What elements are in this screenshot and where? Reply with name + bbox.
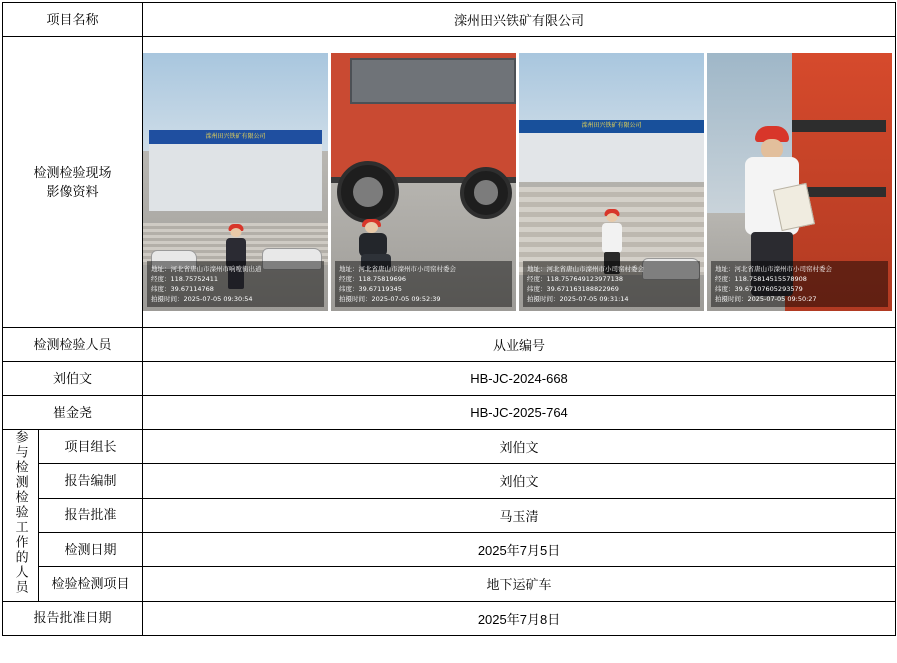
cert-header: 从业编号 bbox=[143, 328, 896, 362]
staff-value-4: 2025年7月5日 bbox=[143, 532, 896, 566]
stamp-latitude: 纬度：39.671163188822969 bbox=[527, 284, 619, 293]
inspector-cert-1: HB-JC-2024-668 bbox=[143, 362, 896, 396]
stamp-time: 拍摄时间：2025-07-05 09:50:27 bbox=[715, 294, 817, 303]
stamp-address: 地址：河北省唐山市滦州市小司窑村委会 bbox=[339, 264, 457, 273]
staff-group-label bbox=[3, 430, 39, 602]
staff-value-2: 刘伯文 bbox=[143, 464, 896, 498]
photos-label bbox=[3, 37, 143, 328]
photo-office-building bbox=[143, 53, 328, 311]
plaza-banner: 滦州田兴铁矿有限公司 bbox=[519, 120, 704, 133]
photo-stamp bbox=[147, 261, 324, 307]
photos-label-line1: 检测检验现场 bbox=[33, 164, 112, 180]
photos-label-line2: 影像资料 bbox=[46, 184, 99, 199]
stamp-address: 地址：河北省唐山市滦州市响嘡街出道 bbox=[151, 264, 262, 273]
inspector-label: 检测检验人员 bbox=[3, 328, 143, 362]
truck-wheel-rear bbox=[460, 167, 512, 219]
staff-value-1: 刘伯文 bbox=[143, 430, 896, 464]
staff-value-3: 马玉清 bbox=[143, 498, 896, 532]
table-row-inspector-1 bbox=[3, 362, 896, 396]
stamp-longitude: 经度：118.75819696 bbox=[339, 274, 407, 283]
staff-role-5: 检验检测项目 bbox=[39, 567, 143, 601]
inspection-record-table bbox=[2, 2, 896, 636]
photo-truck-inspection bbox=[331, 53, 516, 311]
stamp-time: 拍摄时间：2025-07-05 09:30:54 bbox=[151, 294, 253, 303]
approval-date-value: 2025年7月8日 bbox=[143, 601, 896, 635]
inspector-name-2: 崔金尧 bbox=[3, 396, 143, 430]
head bbox=[365, 222, 378, 233]
inspector-cert-2: HB-JC-2025-764 bbox=[143, 396, 896, 430]
table-row-staff-5 bbox=[3, 567, 896, 601]
torso bbox=[602, 223, 622, 253]
truck-bed bbox=[350, 58, 517, 104]
table-row-inspector-header bbox=[3, 328, 896, 362]
photos-cell bbox=[143, 37, 896, 328]
photo-worker-clipboard bbox=[707, 53, 892, 311]
stamp-time: 拍摄时间：2025-07-05 09:31:14 bbox=[527, 294, 629, 303]
inspector-name-1: 刘伯文 bbox=[3, 362, 143, 396]
photo-stamp bbox=[711, 261, 888, 307]
stamp-address: 地址：河北省唐山市滦州市小司窑村委会 bbox=[527, 264, 645, 273]
photo-plaza-staff bbox=[519, 53, 704, 311]
table-row-approval-date bbox=[3, 601, 896, 635]
building-banner: 滦州田兴铁矿有限公司 bbox=[149, 130, 322, 144]
photo-strip bbox=[143, 45, 895, 319]
office-building bbox=[149, 133, 322, 211]
staff-value-5: 地下运矿车 bbox=[143, 567, 896, 601]
table-row-photos bbox=[3, 37, 896, 328]
head bbox=[230, 228, 241, 237]
table-row-staff-4 bbox=[3, 532, 896, 566]
stamp-address: 地址：河北省唐山市滦州市小司窑村委会 bbox=[715, 264, 833, 273]
stamp-time: 拍摄时间：2025-07-05 09:52:39 bbox=[339, 294, 441, 303]
project-name-value: 滦州田兴铁矿有限公司 bbox=[143, 3, 896, 37]
stamp-latitude: 纬度：39.67114768 bbox=[151, 284, 214, 293]
stamp-longitude: 经度：118.75752411 bbox=[151, 274, 219, 283]
photo-stamp bbox=[335, 261, 512, 307]
head bbox=[606, 213, 617, 222]
staff-role-2: 报告编制 bbox=[39, 464, 143, 498]
table-row-staff-2 bbox=[3, 464, 896, 498]
table-row-staff-1 bbox=[3, 430, 896, 464]
truck-wheel-front bbox=[337, 161, 399, 223]
staff-group-label-text: 参与检测检验工作的人员 bbox=[13, 430, 29, 595]
table-row-staff-3 bbox=[3, 498, 896, 532]
project-name-label: 项目名称 bbox=[3, 3, 143, 37]
photo-stamp bbox=[523, 261, 700, 307]
stamp-longitude: 经度：118.75814515578908 bbox=[715, 274, 807, 283]
head bbox=[761, 139, 783, 159]
staff-role-3: 报告批准 bbox=[39, 498, 143, 532]
stamp-latitude: 纬度：39.67119345 bbox=[339, 284, 402, 293]
table-row-project-name bbox=[3, 3, 896, 37]
stamp-latitude: 纬度：39.67107605293579 bbox=[715, 284, 803, 293]
table-row-inspector-2 bbox=[3, 396, 896, 430]
approval-date-label: 报告批准日期 bbox=[3, 601, 143, 635]
stamp-longitude: 经度：118.757649123977138 bbox=[527, 274, 624, 283]
staff-role-1: 项目组长 bbox=[39, 430, 143, 464]
staff-role-4: 检测日期 bbox=[39, 532, 143, 566]
